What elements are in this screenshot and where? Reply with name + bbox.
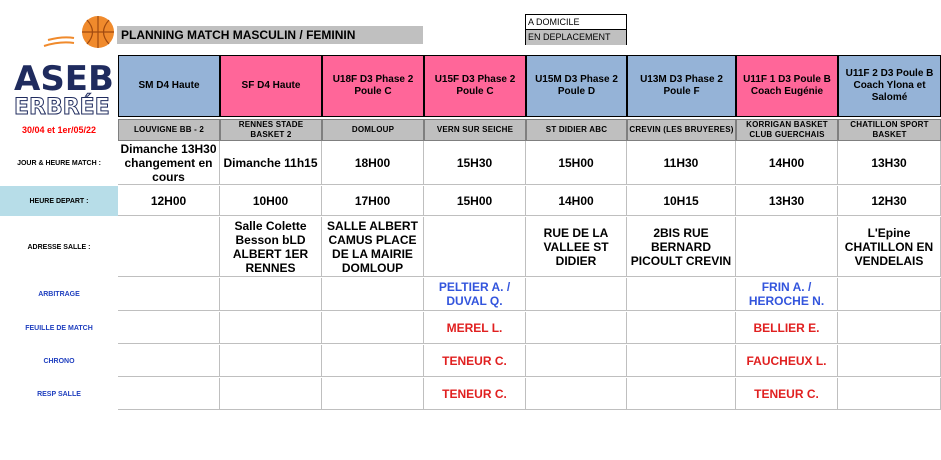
depart-cell: 17H00 bbox=[322, 186, 424, 216]
depart-cell: 15H00 bbox=[424, 186, 526, 216]
depart-cell: 14H00 bbox=[526, 186, 627, 216]
jour-cell: 11H30 bbox=[627, 141, 736, 185]
club-logo bbox=[8, 10, 116, 120]
opponent-cell: LOUVIGNE BB - 2 bbox=[118, 119, 220, 141]
row-label-jour: JOUR & HEURE MATCH : bbox=[17, 159, 101, 167]
chrono-cell bbox=[627, 345, 736, 377]
depart-cell: 12H30 bbox=[838, 186, 941, 216]
depart-cell: 12H00 bbox=[118, 186, 220, 216]
team-header: U15M D3 Phase 2 Poule D bbox=[526, 55, 627, 117]
feuille-cell bbox=[118, 312, 220, 344]
feuille-cell bbox=[322, 312, 424, 344]
arbitrage-cell bbox=[526, 278, 627, 311]
jour-cell: 15H30 bbox=[424, 141, 526, 185]
arbitrage-cell bbox=[118, 278, 220, 311]
chrono-cell: FAUCHEUX L. bbox=[736, 345, 838, 377]
adresse-cell: 2BIS RUE BERNARD PICOULT CREVIN bbox=[627, 217, 736, 277]
opponent-cell: KORRIGAN BASKET CLUB GUERCHAIS bbox=[736, 119, 838, 141]
team-header: U15F D3 Phase 2 Poule C bbox=[424, 55, 526, 117]
legend-away: EN DEPLACEMENT bbox=[526, 30, 626, 45]
opponent-cell: CREVIN (LES BRUYERES) bbox=[627, 119, 736, 141]
resp-cell bbox=[838, 378, 941, 410]
feuille-cell bbox=[526, 312, 627, 344]
team-header: SF D4 Haute bbox=[220, 55, 322, 117]
jour-cell: 14H00 bbox=[736, 141, 838, 185]
feuille-cell: MEREL L. bbox=[424, 312, 526, 344]
date-range: 30/04 et 1er/05/22 bbox=[21, 125, 97, 135]
resp-cell bbox=[220, 378, 322, 410]
opponent-cell: ST DIDIER ABC bbox=[526, 119, 627, 141]
feuille-cell: BELLIER E. bbox=[736, 312, 838, 344]
row-label-feuille: FEUILLE DE MATCH bbox=[25, 324, 93, 332]
resp-cell: TENEUR C. bbox=[736, 378, 838, 410]
chrono-cell bbox=[322, 345, 424, 377]
adresse-cell: L'Epine CHATILLON EN VENDELAIS bbox=[838, 217, 941, 277]
row-label-depart: HEURE DEPART : bbox=[0, 186, 118, 216]
adresse-cell: RUE DE LA VALLEE ST DIDIER bbox=[526, 217, 627, 277]
team-header: SM D4 Haute bbox=[118, 55, 220, 117]
team-header: U11F 1 D3 Poule B Coach Eugénie bbox=[736, 55, 838, 117]
resp-cell bbox=[118, 378, 220, 410]
chrono-cell bbox=[838, 345, 941, 377]
team-header: U18F D3 Phase 2 Poule C bbox=[322, 55, 424, 117]
logo-bottom-text: ERBRÉE bbox=[14, 95, 110, 120]
jour-cell: 15H00 bbox=[526, 141, 627, 185]
adresse-cell bbox=[118, 217, 220, 277]
arbitrage-cell bbox=[220, 278, 322, 311]
opponent-cell: RENNES STADE BASKET 2 bbox=[220, 119, 322, 141]
jour-cell: Dimanche 11h15 bbox=[220, 141, 322, 185]
jour-cell: Dimanche 13H30 changement en cours bbox=[118, 141, 220, 185]
chrono-cell bbox=[526, 345, 627, 377]
row-label-resp: RESP SALLE bbox=[37, 390, 81, 398]
depart-cell: 13H30 bbox=[736, 186, 838, 216]
arbitrage-cell: PELTIER A. / DUVAL Q. bbox=[424, 278, 526, 311]
chrono-cell: TENEUR C. bbox=[424, 345, 526, 377]
row-label-arbitrage: ARBITRAGE bbox=[38, 291, 80, 298]
opponent-cell: DOMLOUP bbox=[322, 119, 424, 141]
legend-home: A DOMICILE bbox=[526, 15, 626, 30]
legend-box bbox=[525, 14, 627, 45]
page-title: PLANNING MATCH MASCULIN / FEMININ bbox=[117, 26, 423, 44]
arbitrage-cell: FRIN A. / HEROCHE N. bbox=[736, 278, 838, 311]
team-header: U11F 2 D3 Poule B Coach Ylona et Salomé bbox=[838, 55, 941, 117]
arbitrage-cell bbox=[838, 278, 941, 311]
feuille-cell bbox=[220, 312, 322, 344]
row-label-chrono: CHRONO bbox=[43, 357, 75, 365]
adresse-cell: SALLE ALBERT CAMUS PLACE DE LA MAIRIE DOMLOUP bbox=[322, 217, 424, 277]
basketball-icon bbox=[44, 16, 114, 48]
jour-cell: 18H00 bbox=[322, 141, 424, 185]
feuille-cell bbox=[838, 312, 941, 344]
resp-cell bbox=[526, 378, 627, 410]
team-header: U13M D3 Phase 2 Poule F bbox=[627, 55, 736, 117]
adresse-cell bbox=[424, 217, 526, 277]
arbitrage-cell bbox=[627, 278, 736, 311]
arbitrage-cell bbox=[322, 278, 424, 311]
chrono-cell bbox=[220, 345, 322, 377]
jour-cell: 13H30 bbox=[838, 141, 941, 185]
logo-top-text: ASEB bbox=[14, 59, 114, 99]
adresse-cell bbox=[736, 217, 838, 277]
opponent-cell: VERN SUR SEICHE bbox=[424, 119, 526, 141]
adresse-cell: Salle Colette Besson bLD ALBERT 1ER RENNES bbox=[220, 217, 322, 277]
resp-cell bbox=[627, 378, 736, 410]
resp-cell: TENEUR C. bbox=[424, 378, 526, 410]
row-label-adresse: ADRESSE SALLE : bbox=[27, 243, 91, 251]
depart-cell: 10H15 bbox=[627, 186, 736, 216]
resp-cell bbox=[322, 378, 424, 410]
depart-cell: 10H00 bbox=[220, 186, 322, 216]
chrono-cell bbox=[118, 345, 220, 377]
opponent-cell: CHATILLON SPORT BASKET bbox=[838, 119, 941, 141]
feuille-cell bbox=[627, 312, 736, 344]
